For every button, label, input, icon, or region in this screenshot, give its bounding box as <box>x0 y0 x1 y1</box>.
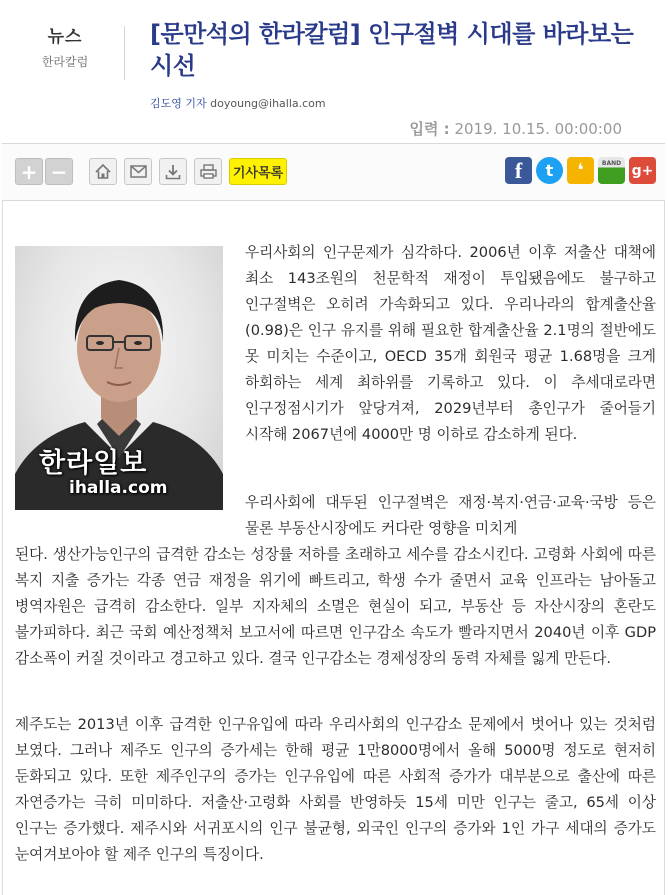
download-button[interactable] <box>159 158 187 185</box>
section-nav <box>14 22 116 70</box>
googleplus-share-icon[interactable]: g+ <box>629 157 656 184</box>
font-increase-button[interactable]: + <box>15 158 43 185</box>
article-toolbar <box>2 143 665 201</box>
paragraph-2-start: 우리사회에 대두된 인구절벽은 재정·복지·연금·교육·국방 등은 물론 부동산시장에도 커다란 영향을 미치게 <box>245 494 656 537</box>
reporter-email[interactable]: doyoung@ihalla.com <box>210 97 326 110</box>
section-column-link[interactable]: 한라칼럼 <box>41 55 89 69</box>
header-divider <box>124 26 125 80</box>
email-button[interactable] <box>124 158 152 185</box>
paragraph-1: 우리사회의 인구문제가 심각하다. 2006년 이후 저출산 대책에 최소 143조원의 천문학적 재정이 투입됐음에도 불구하고 인구절벽은 오히려 가속화되고 있다. 우리나라의 합계출산율(0.98)은 인구 유지를 위해 필요한 합계출산율 2.1명의 절반에도 못 미치는 수준이고, OECD 35개 회원국 평균 1.68명을 크게 하회하는 세계 최하위를 기록하고 있다. 이 추세대로라면 인구정점시기가 앞당겨져, 2029년부터 총인구가 줄어들기 시작해 2067년에 4000만 명 이하로 감소하게 된다. <box>245 244 656 443</box>
reporter-name[interactable]: 김도영 기자 <box>150 97 207 110</box>
home-button[interactable] <box>89 158 117 185</box>
columnist-photo <box>15 246 223 510</box>
band-share-icon[interactable]: BAND <box>598 157 625 184</box>
section-news-link[interactable]: 뉴스 <box>47 27 83 47</box>
email-icon <box>130 165 147 178</box>
article-list-button[interactable]: 기사목록 <box>229 158 287 185</box>
paragraph-3: 제주도는 2013년 이후 급격한 인구유입에 따라 우리사회의 인구감소 문제에서 벗어나 있는 것처럼 보였다. 그러나 제주도 인구의 증가세는 한해 평균 1만8000명에서 올해 5000명 정도로 현저히 둔화되고 있다. 또한 제주인구의 증가는 인구유입에 따른 사회적 증가가 대부분으로 출산에 따른 자연증가는 극히 미미하다. 저출산·고령화 사회를 반영하듯 15세 미만 인구는 줄고, 65세 이상 인구는 증가했다. 제주시와 서귀포시의 인구 불균형, 외국인 인구의 증가와 1인 가구 세대의 증가도 눈여겨보아야 할 제주 인구의 특징이다. <box>15 716 656 863</box>
download-icon <box>165 164 181 180</box>
print-button[interactable] <box>194 158 222 185</box>
watermark-url: ihalla.com <box>69 478 168 498</box>
kakaostory-share-icon[interactable]: ❛ <box>567 157 594 184</box>
home-icon <box>95 164 111 179</box>
publish-date-value: 2019. 10.15. 00:00:00 <box>454 120 622 138</box>
facebook-share-icon[interactable]: f <box>505 157 532 184</box>
publish-date-label: 입력 : <box>409 120 450 138</box>
article-body <box>2 200 665 895</box>
byline <box>150 95 326 111</box>
publish-date <box>409 118 622 139</box>
font-decrease-button[interactable]: − <box>45 158 73 185</box>
watermark-logo: 한라일보 <box>39 448 148 479</box>
paragraph-2-cont: 된다. 생산가능인구의 급격한 감소는 성장률 저하를 초래하고 세수를 감소시킨다. 고령화 사회에 따른 복지 지출 증가는 각종 연금 재정을 위기에 빠트리고, 학생 수가 줄면서 교육 인프라는 남아돌고 병역자원은 급격히 감소한다. 일부 지자체의 소멸은 현실이 되고, 부동산 등 자산시장의 혼란도 불가피하다. 최근 국회 예산정책처 보고서에 따르면 인구감소 속도가 빨라지면서 2040년 이후 GDP 감소폭이 커질 것이라고 경고하고 있다. 결국 인구감소는 경제성장의 동력 자체를 잃게 만든다. <box>15 546 656 667</box>
twitter-share-icon[interactable]: t <box>536 157 563 184</box>
print-icon <box>200 164 217 179</box>
article-headline: [문만석의 한라칼럼] 인구절벽 시대를 바라보는 시선 <box>150 20 634 80</box>
